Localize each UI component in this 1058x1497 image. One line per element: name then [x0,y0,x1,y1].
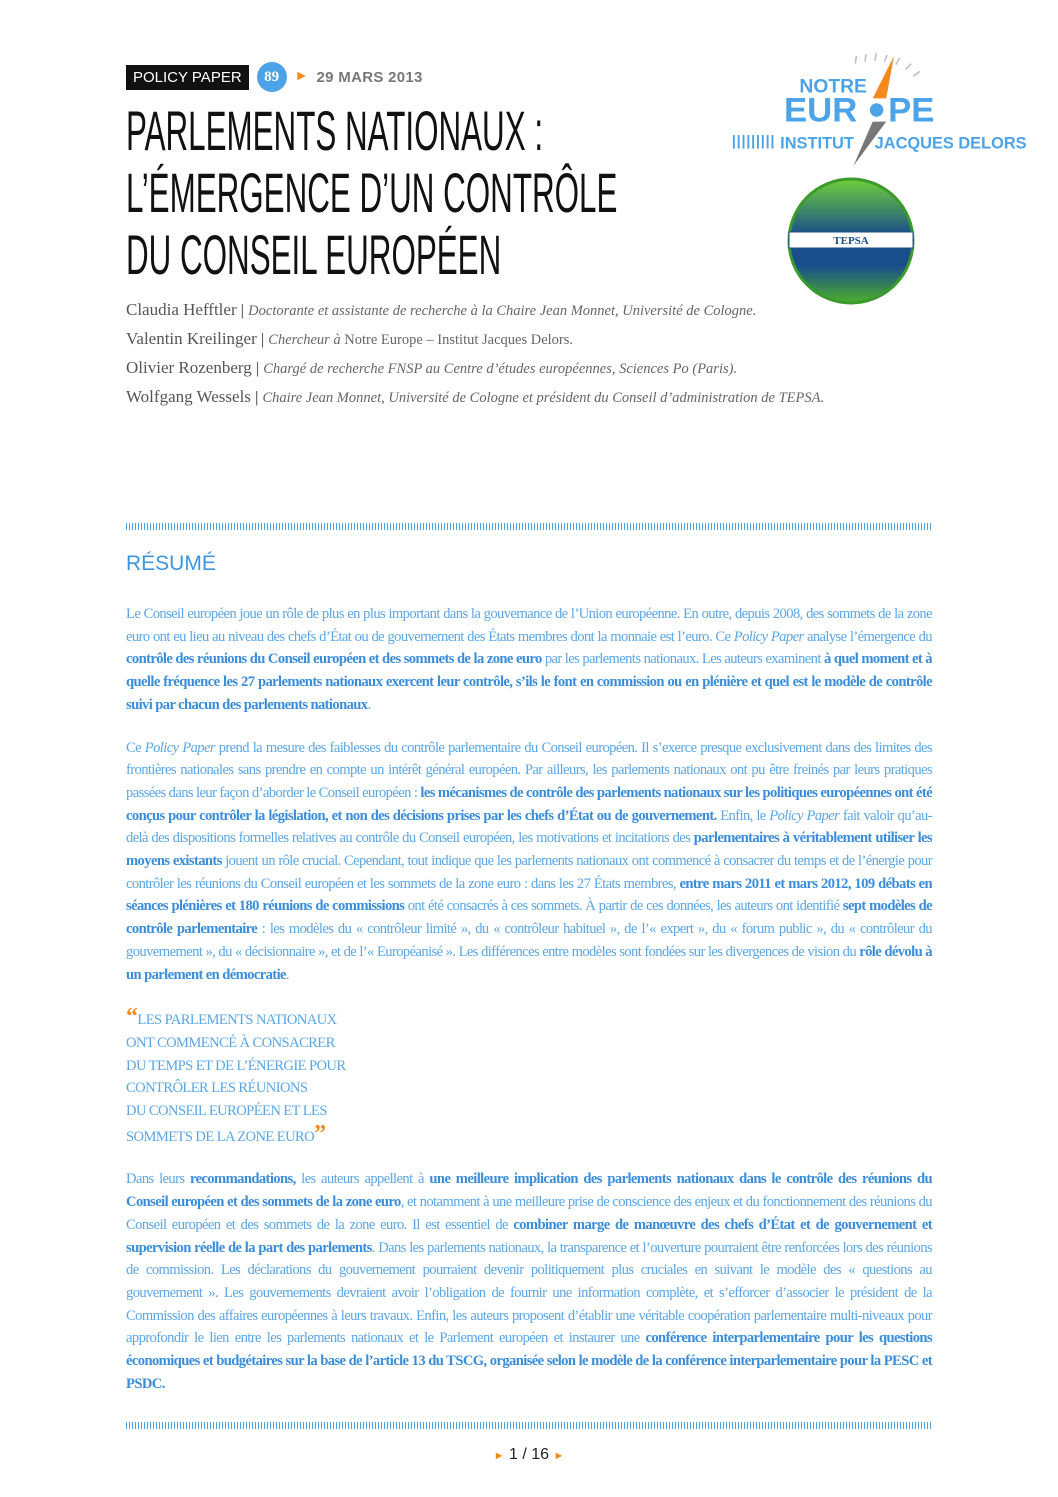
author-role: Chercheur à [268,332,341,348]
quote-line: CONTRÔLER LES RÉUNIONS [126,1080,308,1097]
author-entry: Claudia Hefftler | Doctorante et assistante de recherche à la Chaire Jean Monnet, Université de Cologne. [126,300,757,319]
quote-line: DU TEMPS ET DE L’ÉNERGIE POUR [126,1057,346,1074]
text-run: fait valoir qu’au-delà des dispositions formelles relatives au contrôle du Conseil européen, les motivations et incitations des [126,807,933,847]
emphasis-text: les mécanismes de contrôle des parlements nationaux sur les politiques européennes ont été conçus pour contrôler la législation, et non des décisions prises par les chefs d’État ou de gouvernement. [126,784,933,824]
text-run: . [367,696,371,713]
emphasis-text: combiner marge de manœuvre des chefs d’État et de gouvernement et supervision réelle de la part des parlements [126,1216,932,1256]
text-run: les auteurs appellent à [295,1171,430,1188]
svg-text:PE: PE [888,91,935,130]
emphasis-text: à quel moment et à quelle fréquence les 27 parlements nationaux exercent leur contrôle, s’ils le font en commission ou en plénière et quel est le modèle de contrôle suivi par chacun des parlements nationaux [126,651,932,713]
author-name: Wolfgang Wessels [126,387,251,406]
summary-body [126,603,932,1416]
quote-line: ONT COMMENCÉ À CONSACRER [126,1034,335,1051]
text-run: . Dans les parlements nationaux, la transparence et l’ouverture pourraient être renforcées lors des réunions de commission. Les déclarations du gouvernement pourraient devenir politiquement plus cruciales en suivant le modèle des « questions au gouvernement ». Les gouvernements devraient avoir l’obligation de fournir une information complète, et s’efforcer d’associer le président de la Commission des affaires européennes à leurs travaux. Enfin, les auteurs proposent d’établir une véritable coopération parlementaire multi-niveaux pour approfondir le lien entre les parlements nationaux et le Parlement européen et instaurer une [126,1239,932,1347]
page-title [126,100,706,286]
author-entry: Wolfgang Wessels | Chaire Jean Monnet, Université de Cologne et président du Conseil d’administration de TEPSA. [126,387,825,406]
italic-text: Policy Paper [733,628,804,645]
text-run: . [285,966,289,983]
emphasis-text: rôle dévolu à un parlement en démocratie [126,943,932,983]
title-line: PARLEMENTS NATIONAUX : [126,99,544,162]
open-quote-icon: “ [126,1004,138,1031]
author-name: Claudia Hefftler [126,300,237,319]
author-organization: Notre Europe – Institut Jacques Delors. [344,332,574,348]
section-heading: RÉSUMÉ [126,552,216,575]
text-run: Dans leurs [126,1171,190,1188]
svg-text:NOTRE: NOTRE [799,76,867,98]
paragraph [126,737,932,987]
paragraph [126,1168,932,1395]
emphasis-text: sept modèles de contrôle parlementaire [126,898,932,938]
arrow-icon: ► [294,69,309,84]
svg-text:EUR: EUR [784,91,858,130]
author-role: Chargé de recherche FNSP au Centre d’études européennes, Sciences Po (Paris). [263,361,738,377]
page-number: ► 1 / 16 ► [493,1446,565,1463]
text-run: Le Conseil européen joue un rôle de plus en plus important dans la gouvernance de l’Union européenne. En outre, depuis 2008, des sommets de la zone euro ont eu lieu au niveau des chefs d’État ou de gouvernement des États membres dont la monnaie est l’euro. Ce [126,606,932,645]
series-label: POLICY PAPER [126,65,249,90]
text-run: par les parlements nationaux. Les auteurs examinent [541,651,824,668]
publication-date: 29 MARS 2013 [316,68,423,86]
emphasis-text: parlementaires à véritablement utiliser les moyens existants [126,830,932,870]
svg-text:INSTITUT: INSTITUT [780,134,854,153]
divider [126,1422,932,1429]
text-run: : les modèles du « contrôleur limité », du « contrôleur habituel », de l’« expert », du « forum public », du « contrôleur du gouvernement », du « décisionnaire », et de l’« Européanisé ». Les différences entre modèles sont fondées sur les divergences de vision du [126,921,932,960]
quote-line: LES PARLEMENTS NATIONAUX [137,1012,337,1029]
emphasis-text: entre mars 2011 et mars 2012, 109 débats en séances plénières et 180 réunions de commissions [126,875,932,915]
quote-line: SOMMETS DE LA ZONE EURO [126,1128,315,1145]
svg-text:TEPSA: TEPSA [833,235,869,247]
text-run: Ce [126,739,145,756]
text-run: Enfin, le [716,807,770,824]
author-role: Chaire Jean Monnet, Université de Cologne et président du Conseil d’administration de TEPSA. [262,390,825,406]
tepsa-logo [786,176,916,306]
header [126,62,423,92]
issue-number-badge: 89 [257,62,287,92]
divider [126,523,932,530]
text-run: ont été consacrés à ces sommets. À partir de ces données, les auteurs ont identifié [404,898,843,915]
emphasis-text: une meilleure implication des parlements nationaux dans le contrôle des réunions du Conseil européen et des sommets de la zone euro [126,1171,933,1211]
text-run: prend la mesure des faiblesses du contrôle parlementaire du Conseil européen. Il s’exerce presque exclusivement dans des limites des frontières nationales sans prendre en compte un intérêt général européen. Par ailleurs, les parlements nationaux ont pu être freinés par leurs pratiques passées dans leur façon d’aborder le Conseil européen : [126,739,932,801]
title-line: DU CONSEIL EUROPÉEN [126,223,502,286]
italic-text: Policy Paper [769,807,840,824]
author-list [126,300,946,416]
svg-text:JACQUES DELORS: JACQUES DELORS [874,134,1027,153]
paragraph [126,603,932,717]
title-line: L’ÉMERGENCE D’UN CONTRÔLE [126,161,618,224]
italic-text: Policy Paper [144,739,215,756]
notre-europe-logo [730,52,1027,168]
text-run: jouent un rôle crucial. Cependant, tout indique que les parlements nationaux ont commencé à consacrer du temps et de l’énergie pour contrôler les réunions du Conseil européen et les sommets de la zone euro : dans les 27 États membres, [126,853,932,892]
close-quote-icon: ” [314,1120,326,1147]
emphasis-text: recommandations, [189,1171,296,1188]
text-run: , et notamment à une meilleure prise de conscience des enjeux et du fonctionnement des réunions du Conseil européen et des sommets de la zone euro. Il est essentiel de [126,1194,932,1233]
page-number-text: 1 / 16 [508,1446,550,1463]
text-run: analyse l’émergence du [803,628,933,645]
author-role: Doctorante et assistante de recherche à la Chaire Jean Monnet, Université de Cologne. [248,303,757,319]
author-name: Olivier Rozenberg [126,358,252,377]
quote-line: DU CONSEIL EUROPÉEN ET LES [126,1103,327,1120]
emphasis-text: contrôle des réunions du Conseil européen et des sommets de la zone euro [126,651,542,668]
emphasis-text: conférence interparlementaire pour les questions économiques et budgétaires sur la base de l’article 13 du TSCG, organisée selon le modèle de la conférence interparlementaire pour la PESC et PSDC. [126,1330,932,1392]
author-entry: Olivier Rozenberg | Chargé de recherche FNSP au Centre d’études européennes, Sciences Po (Paris). [126,358,738,377]
author-name: Valentin Kreilinger [126,329,257,348]
author-entry: Valentin Kreilinger | Chercheur à Notre Europe – Institut Jacques Delors. [126,329,574,348]
